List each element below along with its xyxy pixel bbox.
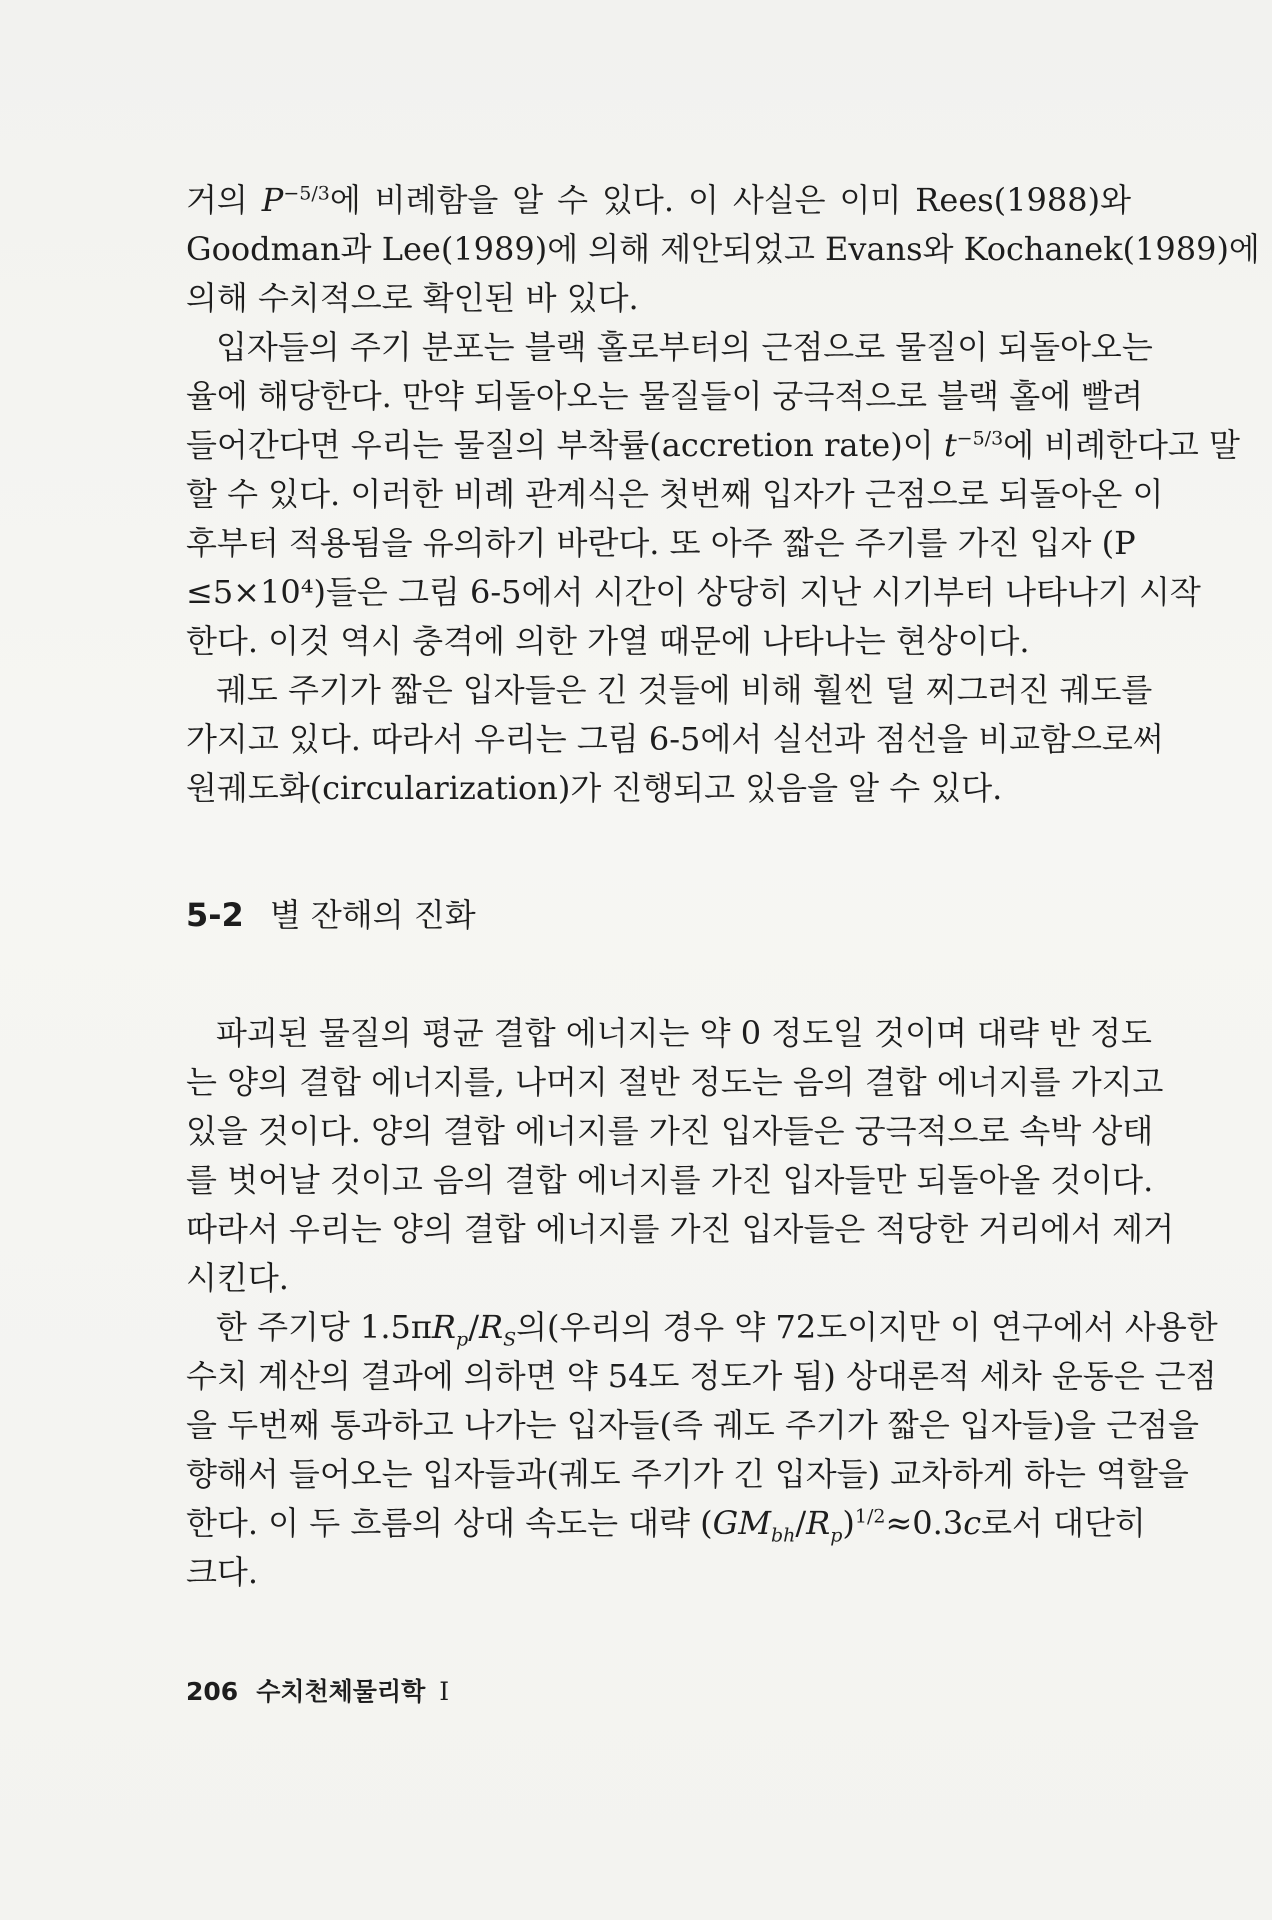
text-line: 파괴된 물질의 평균 결합 에너지는 약 0 정도일 것이며 대략 반 정도: [216, 1014, 1152, 1052]
text-line: 가지고 있다. 따라서 우리는 그림 6-5에서 실선과 점선을 비교함으로써: [186, 720, 1164, 758]
text-line: 는 양의 결합 에너지를, 나머지 절반 정도는 음의 결합 에너지를 가지고: [186, 1063, 1164, 1101]
math-symbol: GM: [712, 1504, 771, 1542]
math-subscript: p: [830, 1524, 843, 1547]
math-exponent: 1/2: [854, 1505, 886, 1528]
text-line: 따라서 우리는 양의 결합 에너지를 가진 입자들은 적당한 거리에서 제거: [186, 1210, 1174, 1248]
volume-number: I: [439, 1677, 450, 1706]
math-subscript: S: [503, 1328, 517, 1351]
math-symbol: t: [943, 426, 957, 464]
text-line: 를 벗어날 것이고 음의 결합 에너지를 가진 입자들만 되돌아올 것이다.: [186, 1161, 1154, 1199]
text-line: 한 주기당 $1.5\pi R_p/R_S$의(우리의 경우 약 72도이지만 이 연구에서 사용한: [216, 1308, 1218, 1351]
text-line: 할 수 있다. 이러한 비례 관계식은 첫번째 입자가 근점으로 되돌아온 이: [186, 475, 1164, 513]
page-footer: [186, 1672, 449, 1708]
text-line: 의해 수치적으로 확인된 바 있다.: [186, 279, 639, 317]
text-line: 수치 계산의 결과에 의하면 약 54도 정도가 됨) 상대론적 세차 운동은 근점: [186, 1357, 1217, 1395]
math-exponent: −5/3: [956, 427, 1004, 450]
section-number: 5-2: [186, 896, 244, 934]
text-line: 있을 것이다. 양의 결합 에너지를 가진 입자들은 궁극적으로 속박 상태: [186, 1112, 1154, 1150]
math-symbol: R: [431, 1308, 457, 1346]
text-line: ≤5×10⁴)들은 그림 6-5에서 시간이 상당히 지난 시기부터 나타나기 시작: [186, 573, 1201, 611]
text-line: 향해서 들어오는 입자들과(궤도 주기가 긴 입자들) 교차하게 하는 역할을: [186, 1455, 1189, 1493]
text-line: 크다.: [186, 1553, 258, 1591]
math-symbol: R: [806, 1504, 831, 1542]
text-line: 입자들의 주기 분포는 블랙 홀로부터의 근점으로 물질이 되돌아오는: [216, 328, 1153, 366]
text-line: Goodman과 Lee(1989)에 의해 제안되었고 Evans와 Kochanek(1989)에: [186, 230, 1260, 268]
math-subscript: bh: [770, 1524, 796, 1547]
book-title: 수치천체물리학: [256, 1677, 426, 1706]
text-line: 원궤도화(circularization)가 진행되고 있음을 알 수 있다.: [186, 769, 1003, 807]
text-line: 율에 해당한다. 만약 되돌아오는 물질들이 궁극적으로 블랙 홀에 빨려: [186, 377, 1144, 415]
math-symbol: P: [261, 181, 284, 219]
text-line: 한다. 이것 역시 충격에 의한 가열 때문에 나타나는 현상이다.: [186, 622, 1030, 660]
text-line: 궤도 주기가 짧은 입자들은 긴 것들에 비해 훨씬 덜 찌그러진 궤도를: [216, 671, 1153, 709]
math-symbol: c: [963, 1504, 982, 1542]
page-number: 206: [186, 1677, 239, 1706]
section-heading: [186, 890, 476, 936]
text-line: 후부터 적용됨을 유의하기 바란다. 또 아주 짧은 주기를 가진 입자 (P: [186, 524, 1136, 562]
text-line: 거의 $P^{-5/3}$에 비례함을 알 수 있다. 이 사실은 이미 Rees(1988)와: [186, 181, 1131, 219]
math-exponent: −5/3: [283, 182, 330, 205]
math-symbol: R: [478, 1308, 504, 1346]
text-line: 들어간다면 우리는 물질의 부착률(accretion rate)이 $t^{-5/3}$에 비례한다고 말: [186, 426, 1240, 464]
math-subscript: p: [456, 1328, 469, 1351]
text-line: 시킨다.: [186, 1259, 289, 1297]
text-line: 한다. 이 두 흐름의 상대 속도는 대략 $(GM_{bh}/R_p)^{1/2}\approx 0.3c$로서 대단히: [186, 1504, 1146, 1547]
text-line: 을 두번째 통과하고 나가는 입자들(즉 궤도 주기가 짧은 입자들)을 근점을: [186, 1406, 1199, 1444]
section-title: 별 잔해의 진화: [269, 896, 476, 934]
